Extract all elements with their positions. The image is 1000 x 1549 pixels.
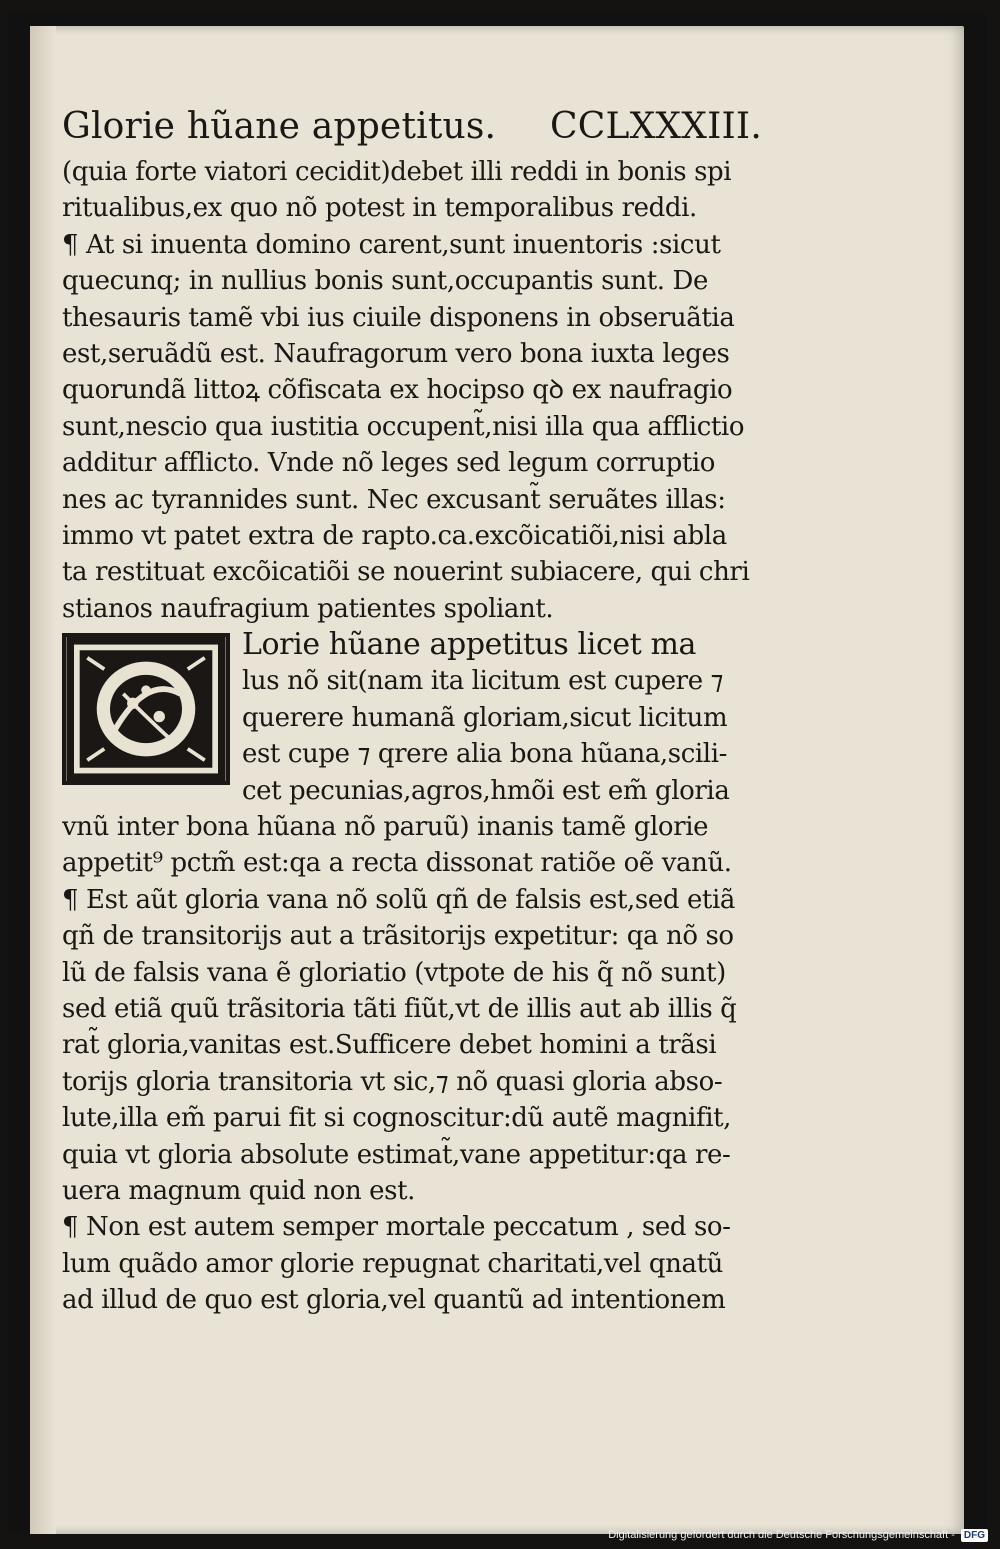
decorated-initial-g-icon bbox=[62, 633, 230, 785]
text-line: stianos naufragium patientes spoliant. bbox=[62, 593, 554, 624]
text-line: quecunq; in nullius bonis sunt,occupantis sunt. De bbox=[62, 266, 708, 297]
credit-text: Digitalisierung gefördert durch die Deutsche Forschungsgemeinschaft - bbox=[608, 1529, 955, 1541]
text-line: appetit⁹ pctm̃ est:qa a recta dissonat ratiõe oẽ vanũ. bbox=[62, 848, 732, 879]
text-line: immo vt patet extra de rapto.ca.excõicatiõi,nisi abla bbox=[62, 520, 727, 551]
text-line: lus nõ sit(nam ita licitum est cupere ⁊ bbox=[242, 666, 724, 697]
text-line: querere humanã gloriam,sicut licitum bbox=[242, 702, 728, 733]
text-line: qñ de transitorijs aut a trãsitorijs expetitur: qa nõ so bbox=[62, 921, 734, 952]
text-line: vnũ inter bona hũana nõ paruũ) inanis tamẽ glorie bbox=[62, 812, 709, 843]
digitization-credit bbox=[608, 1523, 988, 1547]
text-line: additur afflicto. Vnde nõ leges sed legum corruptio bbox=[62, 448, 716, 479]
text-line: thesauris tamẽ vbi ius ciuile disponens in obseruãtia bbox=[62, 302, 735, 333]
text-line: nes ac tyrannides sunt. Nec excusant̃ seruãtes illas: bbox=[62, 484, 726, 515]
book-leaf bbox=[8, 12, 986, 1532]
text-line: quia vt gloria absolute estimat̃,vane appetitur:qa re- bbox=[62, 1139, 731, 1170]
text-line: quorundã littoꝝ cõfiscata ex hocipso qꝺ ex naufragio bbox=[62, 375, 733, 406]
paragraph-1 bbox=[62, 154, 762, 627]
page-text bbox=[62, 106, 762, 1319]
text-line: ta restituat excõicatiõi se nouerint subiacere, qui chri bbox=[62, 557, 750, 588]
text-line: lute,illa em̃ parui fit si cognoscitur:dũ autẽ magnifit, bbox=[62, 1103, 732, 1134]
text-line: est,seruãdũ est. Naufragorum vero bona iuxta leges bbox=[62, 338, 730, 369]
text-line: lũ de falsis vana ẽ gloriatio (vtpote de his q̃ nõ sunt) bbox=[62, 957, 726, 988]
text-line: (quia forte viatori cecidit)debet illi reddi in bonis spi bbox=[62, 157, 732, 187]
text-line: ¶ At si inuenta domino carent,sunt inuentoris :sicut bbox=[62, 229, 721, 260]
text-line: sed etiã quũ trãsitoria tãti fiũt,vt de illis aut ab illis q̃ bbox=[62, 993, 737, 1024]
page-gutter-shadow bbox=[30, 26, 56, 1534]
text-line: Lorie hũane appetitus licet ma bbox=[242, 627, 697, 663]
text-line: ¶ Non est autem semper mortale peccatum , sed so- bbox=[62, 1212, 731, 1243]
text-line: cet pecunias,agros,hmõi est em̃ gloria bbox=[242, 775, 730, 806]
text-line: lum quãdo amor glorie repugnat charitati,vel qnatũ bbox=[62, 1248, 724, 1279]
folio-number: CCLXXXIII. bbox=[550, 106, 762, 147]
paragraph-2 bbox=[62, 627, 762, 1318]
text-line: torijs gloria transitoria vt sic,⁊ nõ quasi gloria abso- bbox=[62, 1066, 723, 1097]
text-line: est cupe ⁊ qrere alia bona hũana,scili- bbox=[242, 739, 728, 770]
text-line: rat̃ gloria,vanitas est.Sufficere debet homini a trãsi bbox=[62, 1030, 717, 1061]
text-line: sunt,nescio qua iustitia occupent̃,nisi illa qua afflictio bbox=[62, 411, 745, 442]
dfg-logo-icon: DFG bbox=[961, 1529, 988, 1542]
text-line: uera magnum quid non est. bbox=[62, 1175, 415, 1206]
text-line: ritualibus,ex quo nõ potest in temporalibus reddi. bbox=[62, 193, 697, 224]
running-title: Glorie hũane appetitus. bbox=[62, 106, 497, 147]
page bbox=[30, 26, 964, 1534]
text-line: ¶ Est aũt gloria vana nõ solũ qñ de falsis est,sed etiã bbox=[62, 884, 735, 915]
text-line: ad illud de quo est gloria,vel quantũ ad intentionem bbox=[62, 1285, 726, 1316]
running-header bbox=[62, 106, 762, 148]
